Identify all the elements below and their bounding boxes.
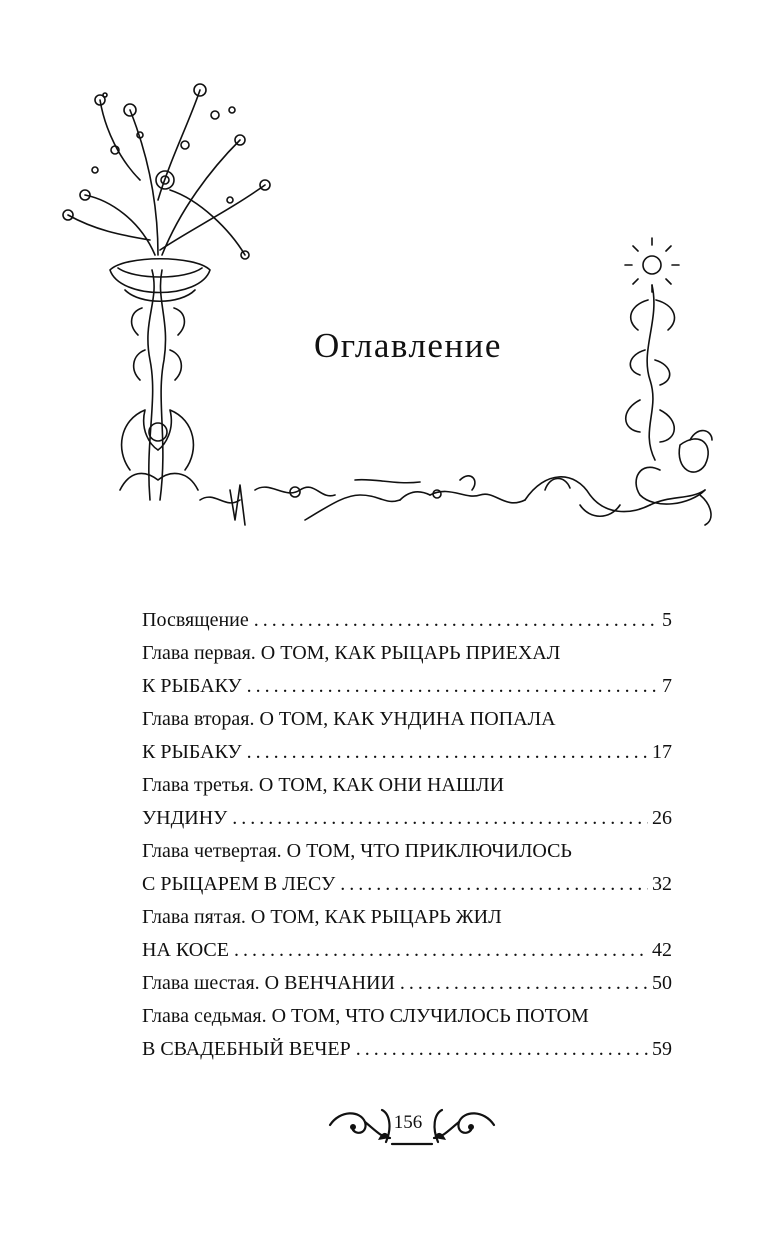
toc-entry-text: НА КОСЕ: [142, 939, 229, 961]
toc-entry: [142, 901, 672, 934]
toc-entry: [142, 1033, 672, 1066]
toc-page-number: 50: [652, 972, 672, 994]
toc-entry: [142, 670, 672, 703]
toc-entry-text: К РЫБАКУ: [142, 741, 242, 763]
sun-icon: [625, 238, 679, 292]
toc-entry-text: УНДИНУ: [142, 807, 228, 829]
toc-page-number: 59: [652, 1038, 672, 1060]
toc-entry-text: Посвящение: [142, 609, 249, 631]
page-number: 156: [393, 1112, 423, 1133]
toc-entry: [142, 1000, 672, 1033]
toc-page-number: 32: [652, 873, 672, 895]
toc-leader-dots: [351, 1033, 648, 1066]
toc-leader-dots: [227, 802, 648, 835]
page-title: Оглавление: [314, 326, 502, 365]
toc-entry: [142, 835, 672, 868]
toc-entry-text: Глава первая. О ТОМ, КАК РЫЦАРЬ ПРИЕХАЛ: [142, 642, 561, 664]
toc-entry: [142, 604, 672, 637]
toc-page-number: 26: [652, 807, 672, 829]
floral-frame-ornament: [0, 0, 768, 560]
flower-tree-icon: [68, 90, 265, 500]
toc-page-number: 5: [662, 609, 672, 631]
toc-entry-text: К РЫБАКУ: [142, 675, 242, 697]
toc-page-number: 7: [662, 675, 672, 697]
toc-entry-text: Глава пятая. О ТОМ, КАК РЫЦАРЬ ЖИЛ: [142, 906, 502, 928]
toc-page-number: 42: [652, 939, 672, 961]
toc-page-number: 17: [652, 741, 672, 763]
toc-leader-dots: [242, 736, 648, 769]
toc-entry: [142, 769, 672, 802]
toc-entry: [142, 868, 672, 901]
toc-leader-dots: [335, 868, 648, 901]
toc-entry: [142, 637, 672, 670]
toc-entry-text: Глава вторая. О ТОМ, КАК УНДИНА ПОПАЛА: [142, 708, 556, 730]
toc-entry-text: Глава третья. О ТОМ, КАК ОНИ НАШЛИ: [142, 774, 505, 796]
toc-entry-text: В СВАДЕБНЫЙ ВЕЧЕР: [142, 1038, 351, 1060]
toc-entry: [142, 802, 672, 835]
toc-leader-dots: [395, 967, 648, 1000]
toc-entry: [142, 736, 672, 769]
toc-entry-text: Глава седьмая. О ТОМ, ЧТО СЛУЧИЛОСЬ ПОТОМ: [142, 1005, 589, 1027]
toc-leader-dots: [242, 670, 658, 703]
toc-entry-text: Глава четвертая. О ТОМ, ЧТО ПРИКЛЮЧИЛОСЬ: [142, 840, 572, 862]
toc-entry: [142, 967, 672, 1000]
toc-entry: [142, 934, 672, 967]
toc-leader-dots: [249, 604, 658, 637]
toc-entry: [142, 703, 672, 736]
page-number-ornament: [320, 1100, 504, 1150]
table-of-contents: [142, 604, 672, 1066]
toc-leader-dots: [229, 934, 648, 967]
toc-entry-text: С РЫЦАРЕМ В ЛЕСУ: [142, 873, 336, 895]
toc-entry-text: Глава шестая. О ВЕНЧАНИИ: [142, 972, 395, 994]
